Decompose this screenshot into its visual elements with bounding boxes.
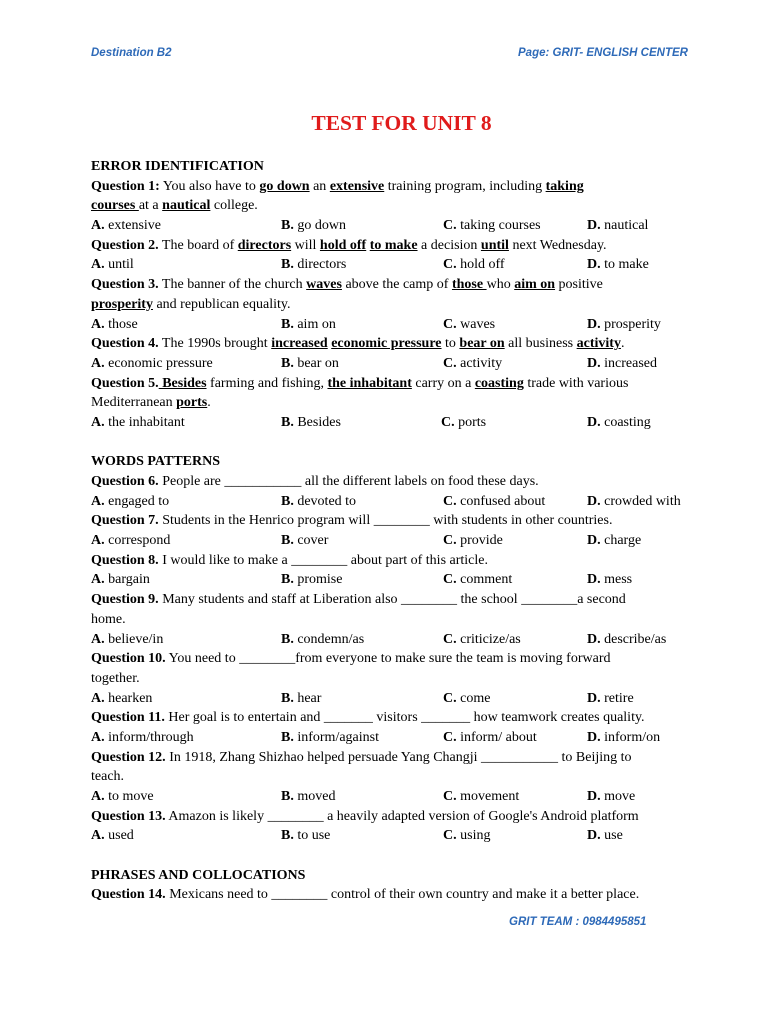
option-c[interactable]: C. activity (443, 355, 503, 371)
question-text: Amazon is likely ________ a heavily adapted version of Google's Android platform (165, 808, 639, 824)
option-d[interactable]: D. to make (587, 257, 649, 273)
option-b[interactable]: B. aim on (281, 316, 336, 332)
question-text: will (291, 237, 320, 253)
option-c[interactable]: C. comment (443, 572, 513, 588)
underlined-phrase: economic pressure (331, 336, 442, 352)
underlined-phrase: prosperity (91, 296, 153, 312)
option-d[interactable]: D. charge (587, 533, 642, 549)
option-c[interactable]: C. come (443, 690, 491, 706)
question-text: . (620, 336, 625, 352)
question-10-continued: together. (91, 670, 140, 686)
question-label: Question 7. (91, 513, 159, 529)
question-text: farming and fishing, (206, 375, 328, 391)
options-q9 (91, 630, 716, 650)
option-c[interactable]: C. inform/ about (443, 729, 537, 745)
option-b[interactable]: B. cover (281, 533, 329, 549)
question-text: The banner of the church (158, 277, 307, 293)
question-4 (91, 334, 716, 354)
options-q7 (91, 531, 716, 551)
underlined-phrase: nautical (162, 198, 211, 214)
header-left: Destination B2 (91, 47, 172, 59)
options-q6 (91, 492, 716, 512)
question-1-continued (91, 196, 716, 216)
question-text: In 1918, Zhang Shizhao helped persuade Yang Changji ___________ to Beijing to (165, 749, 632, 765)
question-text: all business (504, 336, 577, 352)
underlined-phrase: aim on (514, 277, 556, 293)
question-3-continued (91, 295, 716, 315)
question-label: Question 13. (91, 808, 166, 824)
question-9 (91, 590, 716, 610)
option-b[interactable]: B. Besides (281, 414, 341, 430)
option-b[interactable]: B. promise (281, 572, 343, 588)
question-text: and republican equality. (152, 296, 291, 312)
question-2 (91, 236, 716, 256)
options-q13 (91, 826, 716, 846)
footer-contact: GRIT TEAM : 0984495851 (509, 916, 647, 928)
underlined-phrase: ports (176, 395, 208, 411)
question-label: Question 1: (91, 178, 160, 194)
question-text: You also have to (159, 178, 260, 194)
option-a[interactable]: A. the inhabitant (91, 414, 185, 430)
underlined-phrase: increased (271, 336, 328, 352)
question-text: a decision (417, 237, 481, 253)
question-text: Her goal is to entertain and _______ visitors _______ how teamwork creates quality. (164, 710, 645, 726)
question-label: Question 8. (91, 552, 159, 568)
underlined-phrase: those (451, 277, 487, 293)
question-label: Question 9. (91, 592, 159, 608)
option-d[interactable]: D. crowded with (587, 493, 681, 509)
header-right: Page: GRIT- ENGLISH CENTER (518, 47, 688, 59)
option-b[interactable]: B. condemn/as (281, 631, 365, 647)
question-text: People are ___________ all the different labels on food these days. (158, 474, 539, 489)
question-label: Question 10. (91, 651, 166, 667)
question-text: I would like to make a ________ about part of this article. (158, 552, 488, 568)
option-a[interactable]: A. to move (91, 789, 154, 804)
underlined-phrase: hold off (319, 237, 367, 253)
option-a[interactable]: A. economic pressure (91, 355, 213, 371)
question-label: Question 2. (91, 237, 159, 253)
option-b[interactable]: B. directors (281, 257, 347, 273)
option-d[interactable]: D. inform/on (587, 729, 661, 745)
question-text: Many students and staff at Liberation also ________ the school ________a second (158, 592, 626, 608)
option-a[interactable]: A. engaged to (91, 493, 170, 509)
option-d[interactable]: D. describe/as (587, 631, 667, 647)
options-q1 (91, 216, 716, 236)
option-d[interactable]: D. retire (587, 690, 634, 706)
question-5 (91, 374, 716, 394)
question-text: next Wednesday. (508, 237, 607, 253)
option-b[interactable]: B. bear on (281, 355, 339, 371)
question-text: an (309, 178, 330, 194)
question-label: Question 6. (91, 474, 159, 489)
underlined-phrase: to make (369, 237, 418, 253)
option-c[interactable]: C. waves (443, 316, 496, 332)
option-c[interactable]: C. confused about (443, 493, 546, 509)
question-text: who (486, 277, 515, 293)
option-a[interactable]: A. bargain (91, 572, 150, 588)
underlined-phrase: directors (237, 237, 292, 253)
options-q5 (91, 413, 716, 433)
options-q3 (91, 315, 716, 335)
option-c[interactable]: C. criticize/as (443, 631, 521, 647)
option-d[interactable]: D. use (587, 828, 623, 844)
question-text: trade with various (523, 375, 629, 391)
option-c[interactable]: C. hold off (443, 257, 505, 273)
option-a[interactable]: A. hearken (91, 690, 153, 706)
question-3 (91, 275, 716, 295)
underlined-phrase: Besides (158, 375, 207, 391)
option-c[interactable]: C. provide (443, 533, 503, 549)
option-d[interactable]: D. coasting (587, 414, 651, 430)
underlined-phrase: go down (259, 178, 310, 194)
question-text: You need to ________from everyone to make sure the team is moving forward (165, 651, 611, 667)
question-label: Question 4. (91, 336, 159, 352)
options-q8 (91, 570, 716, 590)
question-1 (91, 177, 716, 197)
underlined-phrase: until (480, 237, 509, 253)
underlined-phrase: bear on (459, 336, 505, 352)
options-q10 (91, 689, 716, 709)
question-text: . (207, 395, 211, 411)
option-d[interactable]: D. move (587, 789, 636, 804)
underlined-phrase: courses (91, 198, 139, 214)
question-text: carry on a (411, 375, 475, 391)
option-a[interactable]: A. correspond (91, 533, 171, 549)
question-label: Question 14. (91, 887, 166, 903)
underlined-phrase: the inhabitant (327, 375, 412, 391)
option-b[interactable]: B. inform/against (281, 729, 379, 745)
option-b[interactable]: B. moved (281, 789, 336, 804)
underlined-phrase: taking (545, 178, 584, 194)
question-8 (91, 551, 716, 571)
test-content (91, 157, 716, 905)
option-c[interactable]: C. taking courses (443, 218, 541, 234)
question-label: Question 3. (91, 277, 159, 293)
question-text: Mexicans need to ________ control of their own country and make it a better place. (165, 887, 640, 903)
question-label: Question 12. (91, 749, 166, 765)
option-c[interactable]: C. using (443, 828, 491, 844)
option-a[interactable]: A. those (91, 316, 138, 332)
options-q12 (91, 787, 716, 807)
question-text: to (441, 336, 460, 352)
underlined-phrase: coasting (474, 375, 524, 391)
option-d[interactable]: D. nautical (587, 218, 649, 234)
question-7 (91, 511, 716, 531)
question-text: above the camp of (341, 277, 452, 293)
option-d[interactable]: D. increased (587, 355, 657, 371)
option-d[interactable]: D. prosperity (587, 316, 661, 332)
option-c[interactable]: C. movement (443, 789, 520, 804)
option-b[interactable]: B. go down (281, 218, 346, 234)
option-a[interactable]: A. extensive (91, 218, 161, 234)
question-13 (91, 807, 716, 827)
option-a[interactable]: A. believe/in (91, 631, 164, 647)
options-q4 (91, 354, 716, 374)
option-b[interactable]: B. hear (281, 690, 322, 706)
question-label: Question 11. (91, 710, 165, 726)
question-11 (91, 708, 716, 728)
question-text: training program, including (384, 178, 546, 194)
option-b[interactable]: B. to use (281, 828, 331, 844)
question-text: Mediterranean (91, 395, 177, 411)
question-6 (91, 472, 716, 492)
question-5-continued (91, 393, 716, 413)
section-words-patterns: WORDS PATTERNS (91, 454, 221, 470)
question-text: college. (210, 198, 258, 214)
question-text: The board of (158, 237, 238, 253)
question-12 (91, 748, 716, 768)
option-a[interactable]: A. inform/through (91, 729, 194, 745)
option-a[interactable]: A. until (91, 257, 134, 273)
section-error-identification: ERROR IDENTIFICATION (91, 159, 264, 174)
section-phrases-collocations: PHRASES AND COLLOCATIONS (91, 867, 306, 883)
underlined-phrase: extensive (329, 178, 385, 194)
question-text: positive (555, 277, 603, 293)
question-text: The 1990s brought (158, 336, 272, 352)
question-14 (91, 885, 716, 905)
question-10 (91, 649, 716, 669)
option-c[interactable]: C. ports (441, 414, 487, 430)
option-d[interactable]: D. mess (587, 572, 633, 588)
question-9-continued: home. (91, 611, 126, 627)
option-b[interactable]: B. devoted to (281, 493, 357, 509)
page-title: TEST FOR UNIT 8 (311, 111, 492, 135)
option-a[interactable]: A. used (91, 828, 134, 844)
options-q2 (91, 255, 716, 275)
question-text: at a (138, 198, 163, 214)
question-12-continued: teach. (91, 769, 125, 785)
underlined-phrase: waves (306, 277, 342, 293)
options-q11 (91, 728, 716, 748)
underlined-phrase: activity (576, 336, 621, 352)
question-label: Question 5. (91, 375, 159, 391)
question-text: Students in the Henrico program will ________ with students in other countries. (158, 513, 613, 529)
